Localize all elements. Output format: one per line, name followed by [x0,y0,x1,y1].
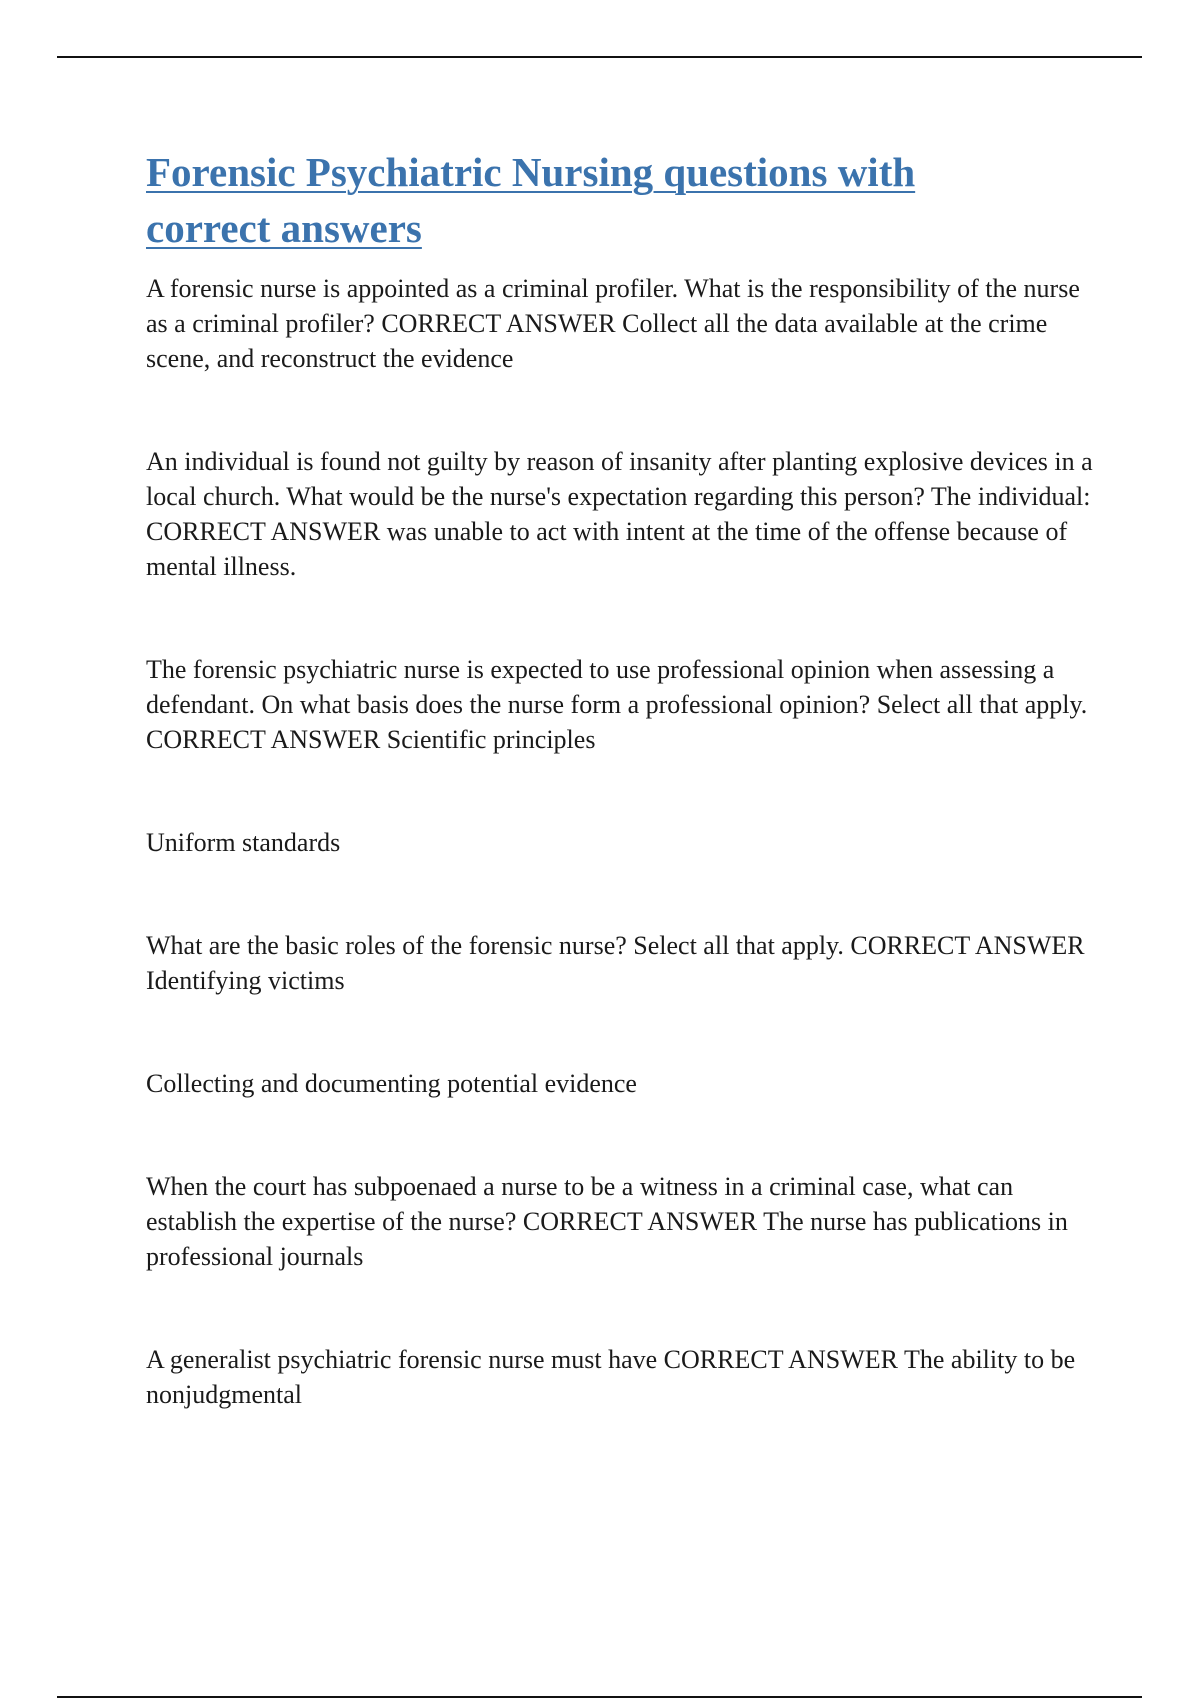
document-body [146,144,1096,1412]
top-rule [57,56,1142,58]
answer-paragraph-4: Uniform standards [146,828,341,857]
question-paragraph-7: When the court has subpoenaed a nurse to be a witness in a criminal case, what can establish the expertise of the nurse? CORRECT ANSWER The nurse has publications in professional journals [146,1172,1068,1271]
question-paragraph-8: A generalist psychiatric forensic nurse must have CORRECT ANSWER The ability to be nonjudgmental [146,1345,1076,1409]
question-paragraph-5: What are the basic roles of the forensic nurse? Select all that apply. CORRECT ANSWER Identifying victims [146,931,1085,995]
question-paragraph-1: A forensic nurse is appointed as a criminal profiler. What is the responsibility of the nurse as a criminal profiler? CORRECT ANSWER Collect all the data available at the crime scene, and reconstruct the evidence [146,274,1080,373]
document-title: Forensic Psychiatric Nursing questions with correct answers [146,149,916,251]
answer-paragraph-6: Collecting and documenting potential evidence [146,1069,637,1098]
bottom-rule [57,1696,1142,1698]
question-list [146,271,1096,1412]
question-paragraph-2: An individual is found not guilty by reason of insanity after planting explosive devices in a local church. What would be the nurse's expectation regarding this person? The individual: CORRECT ANSWER was unable to act with intent at the time of the offense because of mental illness. [146,447,1093,581]
question-paragraph-3: The forensic psychiatric nurse is expected to use professional opinion when assessing a defendant. On what basis does the nurse form a professional opinion? Select all that apply. CORRECT ANSWER Scientific principles [146,655,1088,754]
